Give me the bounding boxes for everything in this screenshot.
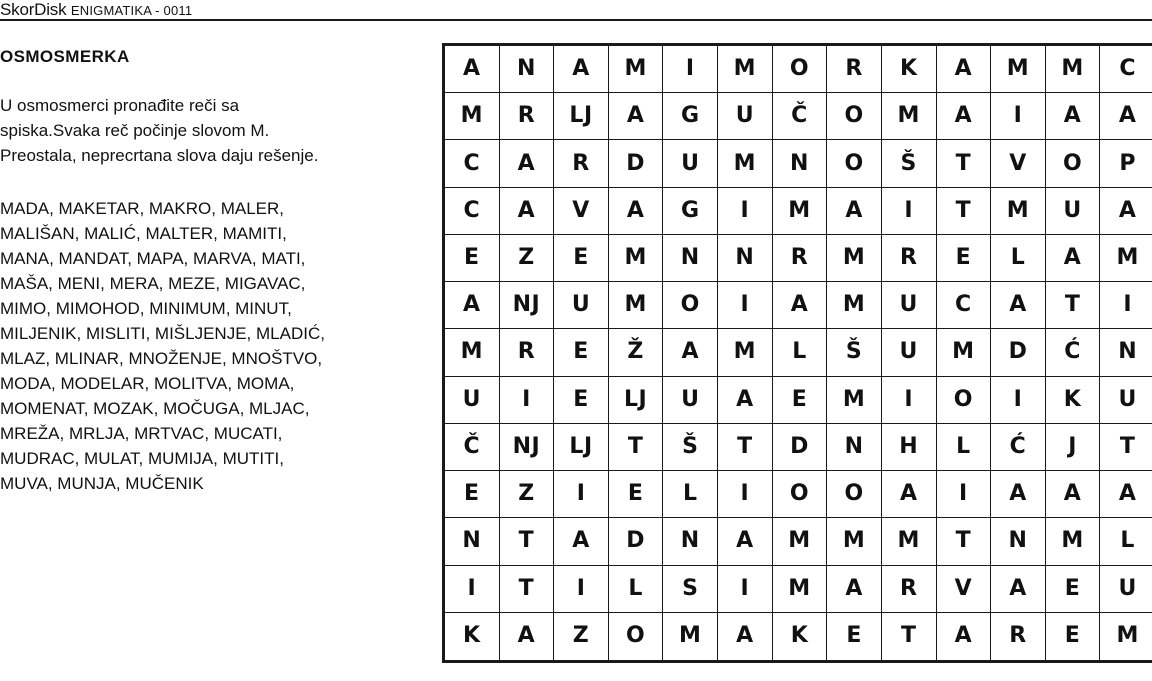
grid-cell[interactable]: NJ <box>500 424 555 471</box>
grid-cell[interactable]: R <box>500 93 555 140</box>
grid-cell[interactable]: T <box>609 424 664 471</box>
puzzle-title: OSMOSMERKA <box>0 47 130 66</box>
grid-cell[interactable]: LJ <box>554 93 609 140</box>
grid-cell[interactable]: C <box>445 188 500 235</box>
grid-cell[interactable]: R <box>882 566 937 613</box>
grid-cell[interactable]: Ž <box>609 329 664 376</box>
grid-cell[interactable]: Š <box>827 329 882 376</box>
grid-cell[interactable]: U <box>445 377 500 424</box>
grid-cell[interactable]: A <box>445 282 500 329</box>
grid-cell[interactable]: U <box>882 329 937 376</box>
grid-cell[interactable]: A <box>773 282 828 329</box>
grid-cell[interactable]: J <box>1046 424 1101 471</box>
grid-cell[interactable]: NJ <box>500 282 555 329</box>
grid-cell[interactable]: K <box>773 613 828 660</box>
grid-cell[interactable]: LJ <box>554 424 609 471</box>
grid-cell[interactable]: T <box>937 518 992 565</box>
grid-cell[interactable]: M <box>882 93 937 140</box>
grid-cell[interactable]: A <box>500 140 555 187</box>
grid-cell[interactable]: A <box>718 518 773 565</box>
grid-cell[interactable]: E <box>554 329 609 376</box>
grid-cell[interactable]: M <box>773 188 828 235</box>
grid-cell[interactable]: M <box>827 377 882 424</box>
grid-cell[interactable]: R <box>882 235 937 282</box>
grid-cell[interactable]: H <box>882 424 937 471</box>
grid-cell[interactable]: A <box>937 93 992 140</box>
grid-cell[interactable]: I <box>882 377 937 424</box>
grid-cell[interactable]: E <box>937 235 992 282</box>
grid-cell[interactable]: T <box>882 613 937 660</box>
grid-cell[interactable]: D <box>609 518 664 565</box>
grid-cell[interactable]: M <box>445 329 500 376</box>
grid-cell[interactable]: A <box>991 471 1046 518</box>
grid-cell[interactable]: V <box>991 140 1046 187</box>
grid-cell[interactable]: A <box>445 46 500 93</box>
grid-cell[interactable]: O <box>827 471 882 518</box>
grid-cell[interactable]: O <box>827 93 882 140</box>
grid-cell[interactable]: O <box>937 377 992 424</box>
grid-cell[interactable]: A <box>991 282 1046 329</box>
grid-cell[interactable]: S <box>663 566 718 613</box>
grid-cell[interactable]: R <box>827 46 882 93</box>
grid-cell[interactable]: A <box>1100 93 1152 140</box>
grid-cell[interactable]: I <box>663 46 718 93</box>
grid-cell[interactable]: E <box>554 377 609 424</box>
grid-cell[interactable]: I <box>718 188 773 235</box>
page-header <box>0 0 1152 21</box>
grid-cell[interactable]: K <box>445 613 500 660</box>
grid-cell[interactable]: E <box>445 235 500 282</box>
grid-cell[interactable]: E <box>609 471 664 518</box>
grid-cell[interactable]: U <box>1100 377 1152 424</box>
grid-cell[interactable]: N <box>663 235 718 282</box>
grid-cell[interactable]: T <box>500 518 555 565</box>
grid-cell[interactable]: O <box>827 140 882 187</box>
grid-cell[interactable]: Ć <box>1046 329 1101 376</box>
grid-cell[interactable]: M <box>1046 518 1101 565</box>
grid-cell[interactable]: I <box>718 471 773 518</box>
grid-cell[interactable]: V <box>937 566 992 613</box>
grid-cell[interactable]: M <box>718 329 773 376</box>
grid-cell[interactable]: O <box>1046 140 1101 187</box>
letter-grid <box>442 43 1152 663</box>
grid-cell[interactable]: A <box>609 188 664 235</box>
grid-cell[interactable]: I <box>500 377 555 424</box>
grid-cell[interactable]: O <box>663 282 718 329</box>
grid-cell[interactable]: A <box>827 566 882 613</box>
grid-cell[interactable]: U <box>663 140 718 187</box>
grid-cell[interactable]: U <box>1100 566 1152 613</box>
grid-cell[interactable]: A <box>991 566 1046 613</box>
grid-cell[interactable]: T <box>718 424 773 471</box>
grid-cell[interactable]: C <box>937 282 992 329</box>
grid-cell[interactable]: N <box>445 518 500 565</box>
grid-cell[interactable]: M <box>827 518 882 565</box>
grid-cell[interactable]: M <box>827 235 882 282</box>
word-list: MADA, MAKETAR, MAKRO, MALER, MALIŠAN, MALIĆ, MALTER, MAMITI, MANA, MANDAT, MAPA, MARVA, MATI, MAŠA, MENI, MERA, MEZE, MIGAVAC, MIMO, MIMOHOD, MINIMUM, MINUT, MILJENIK, MISLITI, MIŠLJENJE, MLADIĆ, MLAZ, MLINAR, MNOŽENJE, MNOŠTVO, MODA, MODELAR, MOLITVA, MOMA, MOMENAT, MOZAK, MOČUGA, MLJAC, MREŽA, MRLJA, MRTVAC, MUCATI, MUDRAC, MULAT, MUMIJA, MUTITI, MUVA, MUNJA, MUČENIK <box>0 199 325 493</box>
grid-cell[interactable]: A <box>1046 93 1101 140</box>
grid-cell[interactable]: E <box>1046 566 1101 613</box>
grid-cell[interactable]: T <box>1100 424 1152 471</box>
puzzle-instructions: U osmosmerci pronađite reči sa spiska.Svaka reč počinje slovom M. Preostala, neprecrtana slova daju rešenje. <box>0 96 319 165</box>
grid-cell[interactable]: A <box>1100 188 1152 235</box>
grid-cell[interactable]: C <box>445 140 500 187</box>
grid-cell[interactable]: U <box>554 282 609 329</box>
grid-cell[interactable]: M <box>718 46 773 93</box>
grid-cell[interactable]: M <box>991 46 1046 93</box>
grid-cell[interactable]: L <box>773 329 828 376</box>
grid-cell[interactable]: I <box>991 93 1046 140</box>
grid-cell[interactable]: A <box>1046 471 1101 518</box>
grid-cell[interactable]: Z <box>500 471 555 518</box>
grid-cell[interactable]: E <box>445 471 500 518</box>
grid-cell[interactable]: G <box>663 188 718 235</box>
grid-cell[interactable]: M <box>609 235 664 282</box>
grid-cell[interactable]: A <box>1100 471 1152 518</box>
grid-cell[interactable]: K <box>1046 377 1101 424</box>
grid-cell[interactable]: I <box>937 471 992 518</box>
grid-cell[interactable]: A <box>609 93 664 140</box>
grid-cell[interactable]: I <box>554 566 609 613</box>
grid-cell[interactable]: Z <box>554 613 609 660</box>
grid-cell[interactable]: M <box>937 329 992 376</box>
grid-cell[interactable]: M <box>882 518 937 565</box>
grid-cell[interactable]: D <box>773 424 828 471</box>
grid-cell[interactable]: R <box>500 329 555 376</box>
grid-cell[interactable]: Š <box>663 424 718 471</box>
grid-cell[interactable]: D <box>609 140 664 187</box>
grid-cell[interactable]: N <box>1100 329 1152 376</box>
grid-cell[interactable]: K <box>882 46 937 93</box>
grid-cell[interactable]: A <box>718 613 773 660</box>
grid-cell[interactable]: Č <box>773 93 828 140</box>
grid-cell[interactable]: A <box>663 329 718 376</box>
grid-cell[interactable]: N <box>991 518 1046 565</box>
grid-cell[interactable]: N <box>827 424 882 471</box>
grid-cell[interactable]: Č <box>445 424 500 471</box>
grid-cell[interactable]: A <box>827 188 882 235</box>
grid-cell[interactable]: I <box>1100 282 1152 329</box>
grid-cell[interactable]: Š <box>882 140 937 187</box>
grid-cell[interactable]: M <box>773 518 828 565</box>
grid-cell[interactable]: I <box>445 566 500 613</box>
grid-cell[interactable]: R <box>991 613 1046 660</box>
grid-cell[interactable]: A <box>500 613 555 660</box>
grid-cell[interactable]: O <box>773 471 828 518</box>
grid-cell[interactable]: A <box>937 46 992 93</box>
grid-cell[interactable]: I <box>882 188 937 235</box>
grid-cell[interactable]: C <box>1100 46 1152 93</box>
grid-cell[interactable]: M <box>445 93 500 140</box>
grid-cell[interactable]: U <box>1046 188 1101 235</box>
grid-cell[interactable]: I <box>718 566 773 613</box>
grid-cell[interactable]: L <box>663 471 718 518</box>
grid-cell[interactable]: L <box>609 566 664 613</box>
grid-cell[interactable]: L <box>991 235 1046 282</box>
grid-cell[interactable]: M <box>773 566 828 613</box>
grid-cell[interactable]: M <box>718 140 773 187</box>
grid-cell[interactable]: T <box>937 140 992 187</box>
grid-cell[interactable]: M <box>609 46 664 93</box>
grid-cell[interactable]: R <box>554 140 609 187</box>
grid-cell[interactable]: E <box>554 235 609 282</box>
header-subtitle: ENIGMATIKA - 0011 <box>70 3 193 18</box>
grid-cell[interactable]: T <box>500 566 555 613</box>
grid-cell[interactable]: Z <box>500 235 555 282</box>
grid-cell[interactable]: V <box>554 188 609 235</box>
grid-cell[interactable]: N <box>773 140 828 187</box>
grid-cell[interactable]: M <box>991 188 1046 235</box>
grid-cell[interactable]: A <box>554 46 609 93</box>
grid-cell[interactable]: G <box>663 93 718 140</box>
grid-cell[interactable]: E <box>773 377 828 424</box>
grid-cell[interactable]: A <box>718 377 773 424</box>
grid-cell[interactable]: A <box>1046 235 1101 282</box>
grid-cell[interactable]: LJ <box>609 377 664 424</box>
grid-cell[interactable]: L <box>1100 518 1152 565</box>
grid-cell[interactable]: P <box>1100 140 1152 187</box>
grid-cell[interactable]: E <box>827 613 882 660</box>
grid-cell[interactable]: O <box>773 46 828 93</box>
grid-cell[interactable]: M <box>609 282 664 329</box>
grid-cell[interactable]: U <box>882 282 937 329</box>
grid-cell[interactable]: M <box>827 282 882 329</box>
grid-cell[interactable]: N <box>500 46 555 93</box>
grid-cell[interactable]: Ć <box>991 424 1046 471</box>
grid-cell[interactable]: R <box>773 235 828 282</box>
grid-cell[interactable]: M <box>1116 623 1139 649</box>
grid-cell[interactable]: E <box>1046 613 1101 660</box>
grid-cell[interactable]: A <box>554 518 609 565</box>
grid-cell[interactable]: A <box>882 471 937 518</box>
grid-cell[interactable]: I <box>718 282 773 329</box>
grid-cell[interactable]: T <box>1046 282 1101 329</box>
grid-cell[interactable]: D <box>991 329 1046 376</box>
grid-cell[interactable]: I <box>554 471 609 518</box>
grid-cell[interactable]: A <box>937 613 992 660</box>
grid-cell[interactable]: T <box>937 188 992 235</box>
grid-cell[interactable]: N <box>718 235 773 282</box>
grid-cell[interactable]: L <box>937 424 992 471</box>
grid-cell[interactable]: A <box>500 188 555 235</box>
grid-cell[interactable]: M <box>1046 46 1101 93</box>
grid-cell[interactable]: M <box>1100 235 1152 282</box>
grid-cell[interactable]: I <box>991 377 1046 424</box>
grid-cell[interactable]: U <box>718 93 773 140</box>
brand-name: SkorDisk <box>0 0 67 19</box>
grid-cell[interactable]: N <box>663 518 718 565</box>
grid-cell[interactable]: O <box>609 613 664 660</box>
grid-cell[interactable]: U <box>663 377 718 424</box>
grid-cell[interactable]: M <box>663 613 718 660</box>
